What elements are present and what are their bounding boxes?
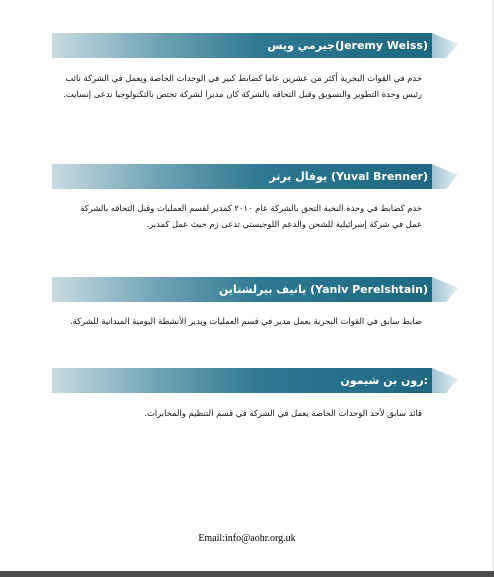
section-body: ضابط سابق في القوات البحرية يعمل مدير في قسم العمليات ويدير الأنشطة اليومية الميدانية للشركة. xyxy=(69,316,422,326)
header-bar-tail xyxy=(432,368,458,393)
section-body: خدم في القوات البحرية أكثر من عشرين عاما كضابط كبير في الوحدات الخاصة ويعمل في الشركة نائب رئيس وحدة التطوير والتسويق وقبل التحاقه بالشركة كان مديرا لشركة تختص بالتكنولوجيا تدعى إنسايت. xyxy=(63,73,422,99)
section-title: يانيف بيرلشتاين (Yaniv Perelshtain) xyxy=(219,283,428,296)
section-header-ron-ben-shimon xyxy=(52,368,458,393)
section-title: جيرمي ويس(Jeremy Weiss) xyxy=(267,39,428,52)
bottom-strip xyxy=(0,571,494,577)
header-bar-tail xyxy=(432,164,458,189)
section-header-jeremy-weiss xyxy=(52,33,458,58)
section-title: يوفال برنر (Yuval Brenner) xyxy=(269,170,428,183)
section-body: قائد سابق لأحد الوحدات الخاصة يعمل في الشركة في قسم التنظيم والمخابرات. xyxy=(144,408,422,418)
footer-email: Email:info@aohr.org.uk xyxy=(198,533,296,544)
section-body: خدم كضابط في وحدة النخبة التحق بالشركة عام ٢٠١٠ كمدير لقسم العمليات وقبل التحاقه بالشركة عمل في شركة إسرائيلية للشحن والدعم اللوجيستي تدعى زم حيث عمل كمدير. xyxy=(80,203,422,229)
header-bar-tail xyxy=(432,277,458,302)
section-header-yuval-brenner xyxy=(52,164,458,189)
section-header-yaniv-perelshtain xyxy=(52,277,458,302)
header-bar-tail xyxy=(432,33,458,58)
section-title: رون بن شيمون: xyxy=(340,374,428,387)
